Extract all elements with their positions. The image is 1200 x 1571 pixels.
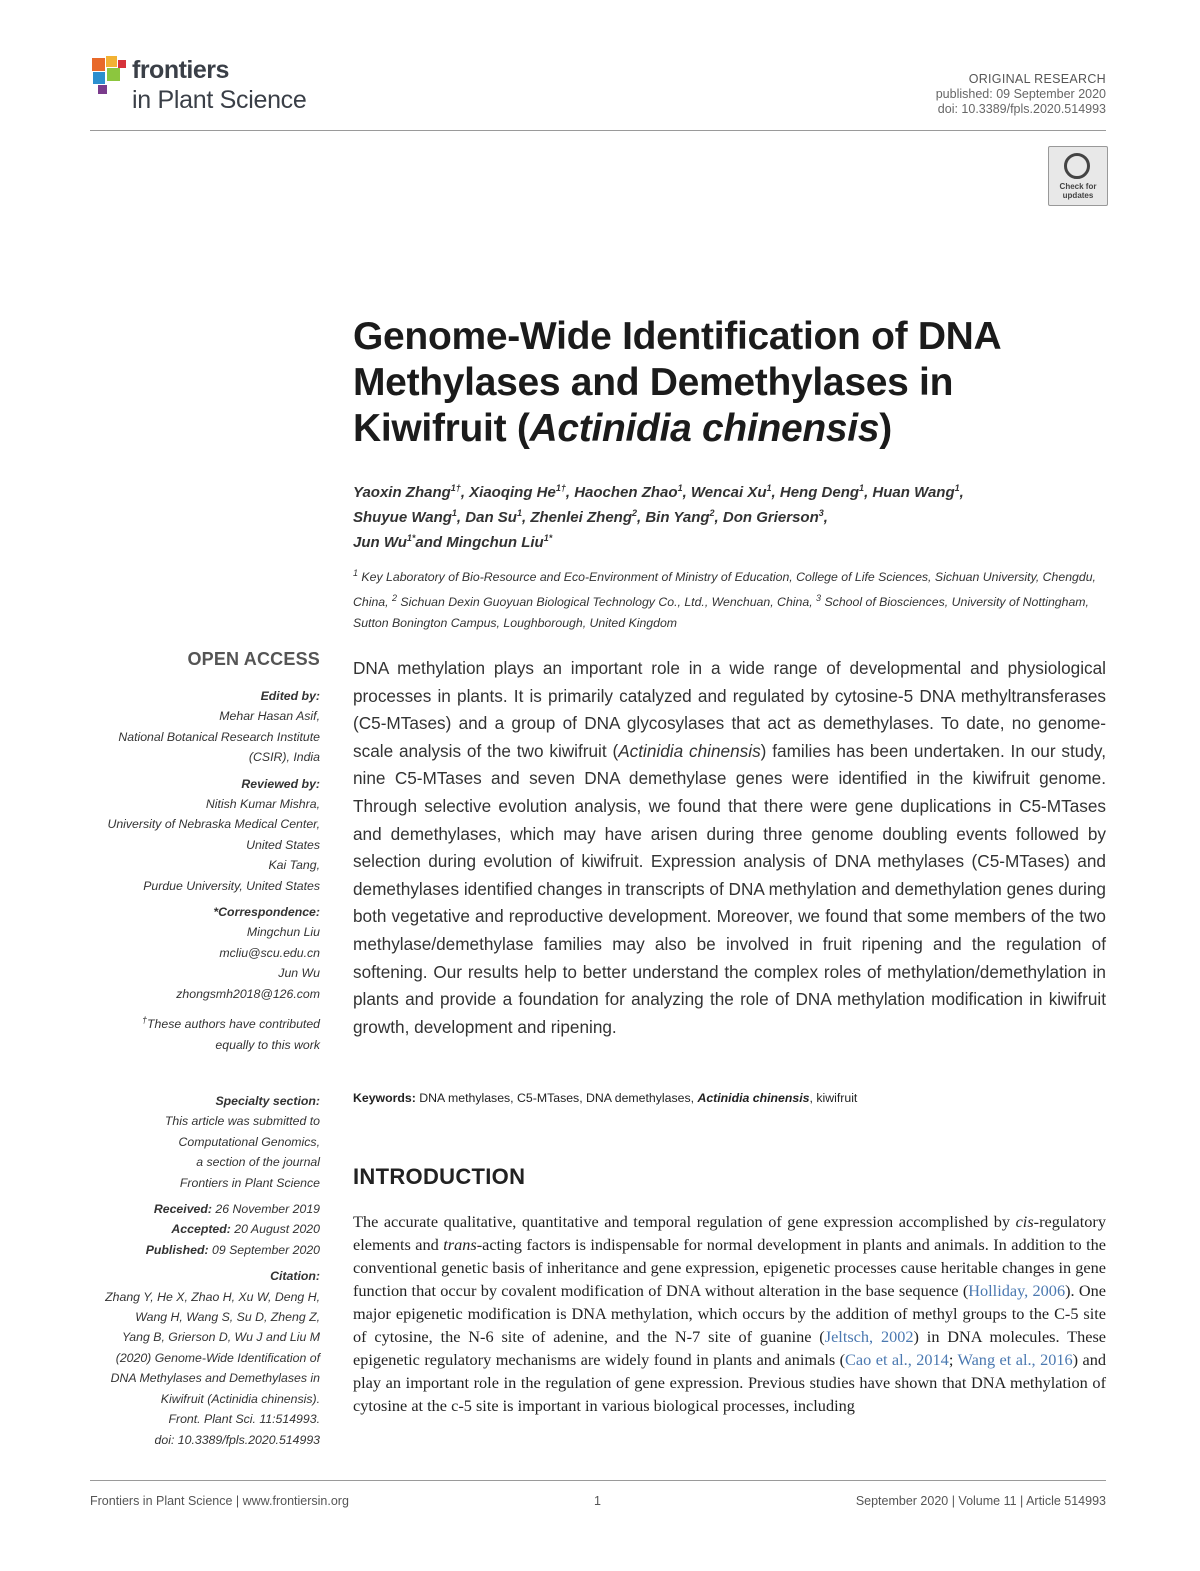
published-date-sidebar: Published: 09 September 2020: [145, 1242, 320, 1257]
author-list: Yaoxin Zhang$^{1\dagger}$, Xiaoqing $He^{1\dagger}$, Haochen Zhao$^1$, Wencai Xu$^1$, Heng Deng$^1$, Huan Wang$^1$, Shuyue Wang$^1$, Dan Su$^1$, Zhenlei Zheng$^2$, Bin Yang$^2$, Don Grierson$^3$, Jun $Wu^{1*}and$ Mingchun Liu$^{1*}$: [353, 483, 964, 551]
author-name[interactable]: Dan Su: [465, 509, 517, 526]
author-name[interactable]: Xiaoqing He: [469, 484, 556, 501]
author-name[interactable]: Haochen Zhao: [574, 484, 678, 501]
sidebar-line: doi: 10.3389/fpls.2020.514993: [154, 1432, 320, 1447]
citation-label: Citation:: [270, 1269, 320, 1284]
frontiers-logo-icon: [90, 56, 130, 96]
sidebar-line: Computational Genomics,: [178, 1134, 320, 1149]
sidebar-line: Kai Tang,: [268, 858, 320, 873]
sidebar-line: a section of the journal: [196, 1155, 320, 1170]
sidebar-line: Frontiers in Plant Science: [179, 1175, 320, 1190]
keywords: Keywords: DNA methylases, C5-MTases, DNA demethylases, Actinidia chinensis, kiwifruit: [353, 1091, 858, 1105]
correspondence-label: *Correspondence:: [213, 905, 320, 920]
introduction-paragraph: The accurate qualitative, quantitative and temporal regulation of gene expression accomplished by cis-regulatory elements and trans-acting factors is indispensable for normal development in plants and animals. In addition to the conventional genetic basis of inheritance and gene expression, epigenetic processes cause heritable changes in gene function that occur by covalent modification of DNA without alteration in the base sequence (Holliday, 2006). One major epigenetic modification is DNA methylation, which occurs by the addition of methyl groups to the C-5 site of cytosine, the N-6 site of adenine, and the N-7 site of guanine (Jeltsch, 2002) in DNA molecules. These epigenetic regulatory mechanisms are widely found in plants and animals (Cao et al., 2014; Wang et al., 2016) and play an important role in the regulation of gene expression. Previous studies have shown that DNA methylation of cytosine at the c-5 site is important in various biological processes, including: [353, 1212, 1107, 1415]
sidebar-line: (CSIR), India: [248, 750, 320, 765]
sidebar-line: Nitish Kumar Mishra,: [205, 797, 320, 812]
sidebar-line: (2020) Genome-Wide Identification of: [115, 1350, 320, 1365]
author-name[interactable]: Shuyue Wang: [353, 509, 452, 526]
published-date: published: 09 September 2020: [935, 87, 1106, 101]
sidebar-line: Mehar Hasan Asif,: [219, 709, 320, 724]
footer-issue-info: September 2020 | Volume 11 | Article 514993: [855, 1494, 1106, 1508]
reference-link[interactable]: Cao et al., 2014: [845, 1350, 949, 1369]
open-access-label: OPEN ACCESS: [187, 649, 320, 669]
reference-link[interactable]: Wang et al., 2016: [957, 1350, 1073, 1369]
article-title: Genome-Wide Identification of DNA Methylases and Demethylases in Kiwifruit (Actinidia chinensis): [353, 315, 1002, 450]
sidebar-line: National Botanical Research Institute: [118, 729, 320, 744]
reference-link[interactable]: Jeltsch, 2002: [824, 1327, 914, 1346]
reference-link[interactable]: Holliday, 2006: [968, 1281, 1066, 1300]
sidebar-line: Front. Plant Sci. 11:514993.: [168, 1412, 320, 1427]
article-type: ORIGINAL RESEARCH: [968, 72, 1106, 86]
sidebar-line: Yang B, Grierson D, Wu J and Liu M: [122, 1330, 320, 1345]
received-date: Received: 26 November 2019: [153, 1202, 320, 1217]
sidebar-line: DNA Methylases and Demethylases in: [110, 1371, 320, 1386]
section-heading-introduction: INTRODUCTION: [353, 1164, 526, 1189]
reviewer-info: [60, 794, 320, 896]
specialty-info: [60, 1111, 320, 1193]
journal-logo: [90, 52, 340, 122]
author-name[interactable]: Wencai Xu: [690, 484, 767, 501]
sidebar-line: Kiwifruit (Actinidia chinensis).: [160, 1391, 320, 1406]
sidebar-info: [60, 648, 320, 1450]
sidebar-line: Wang H, Wang S, Su D, Zheng Z,: [135, 1310, 320, 1325]
author-name[interactable]: Heng Deng: [779, 484, 860, 501]
article-doi[interactable]: doi: 10.3389/fpls.2020.514993: [937, 102, 1106, 116]
article-meta: [936, 72, 1106, 117]
edited-by-label: Edited by:: [260, 689, 320, 703]
page-number: 1: [594, 1494, 601, 1508]
editor-info: [60, 706, 320, 767]
sidebar-line: zhongsmh2018@126.com: [176, 986, 320, 1001]
author-name[interactable]: Zhenlei Zheng: [530, 509, 632, 526]
sidebar-line: Mingchun Liu: [246, 925, 320, 940]
specialty-section-label: Specialty section:: [215, 1094, 320, 1108]
check-updates-icon: [1064, 153, 1090, 179]
footer-journal-link[interactable]: Frontiers in Plant Science | www.frontiersin.org: [90, 1494, 349, 1508]
footer-divider: [90, 1480, 1106, 1481]
sidebar-line: This article was submitted to: [164, 1114, 320, 1129]
reviewed-by-label: Reviewed by:: [241, 776, 320, 791]
equal-contribution-note: †These authors have contributed equally to this work: [142, 1015, 320, 1052]
check-for-updates-button[interactable]: [1048, 146, 1108, 206]
header-divider: [90, 130, 1106, 131]
sidebar-line: mcliu@scu.edu.cn: [219, 945, 320, 960]
author-name[interactable]: Huan Wang: [872, 484, 955, 501]
sidebar-line: United States: [246, 837, 320, 852]
abstract: DNA methylation plays an important role in a wide range of developmental and physiological processes in plants. It is primarily catalyzed and regulated by cytosine-5 DNA methyltransferases (C5-MTases) and a group of DNA glycosylases that act as demethylases. To date, no genome-scale analysis of the two kiwifruit (Actinidia chinensis) families has been undertaken. In our study, nine C5-MTases and seven DNA demethylase genes were identified in the kiwifruit genome. Through selective evolution analysis, we found that there were gene duplications in C5-MTases and demethylases, which may have arisen during three genome doubling events followed by selection during evolution of kiwifruit. Expression analysis of DNA methylases (C5-MTases) and demethylases identified changes in transcripts of DNA methylation and demethylation genes during both vegetative and reproductive development. Moreover, we found that some members of the two methylase/demethylase families may also be involved in fruit ripening and the regulation of softening. Our results help to better understand the complex roles of methylation/demethylation in plants and provide a foundation for analyzing the role of DNA methylation modification in kiwifruit growth, development and ripening.: [353, 658, 1106, 1037]
logo-text-frontiers: frontiers: [132, 56, 229, 84]
correspondence-info: [60, 922, 320, 1004]
sidebar-line: Jun Wu: [278, 966, 320, 981]
check-updates-label: Check for updates: [1059, 182, 1097, 200]
sidebar-line: Zhang Y, He X, Zhao H, Xu W, Deng H,: [105, 1289, 320, 1304]
accepted-date: Accepted: 20 August 2020: [171, 1222, 320, 1237]
sidebar-line: Purdue University, United States: [143, 878, 320, 893]
citation-text: [60, 1287, 320, 1450]
author-name[interactable]: Yaoxin Zhang: [353, 484, 451, 501]
author-name[interactable]: and Mingchun Liu: [415, 534, 544, 551]
author-name[interactable]: Don Grierson: [722, 509, 819, 526]
affiliations: $^1$ Key Laboratory of Bio-Resource and Eco-Environment of Ministry of Education, College of Life Sciences, Sichuan University, Chengdu, China, $^2$ Sichuan Dexin Guoyuan Biological Technology Co., Ltd., Wenchuan, China, $^3$ School of Biosciences, University of Nottingham, Sutton Bonington Campus, Loughborough, United Kingdom: [353, 568, 1096, 631]
author-name[interactable]: Jun Wu: [353, 534, 407, 551]
author-name[interactable]: Bin Yang: [645, 509, 710, 526]
sidebar-line: University of Nebraska Medical Center,: [107, 817, 320, 832]
logo-text-journal: in Plant Science: [132, 86, 307, 114]
